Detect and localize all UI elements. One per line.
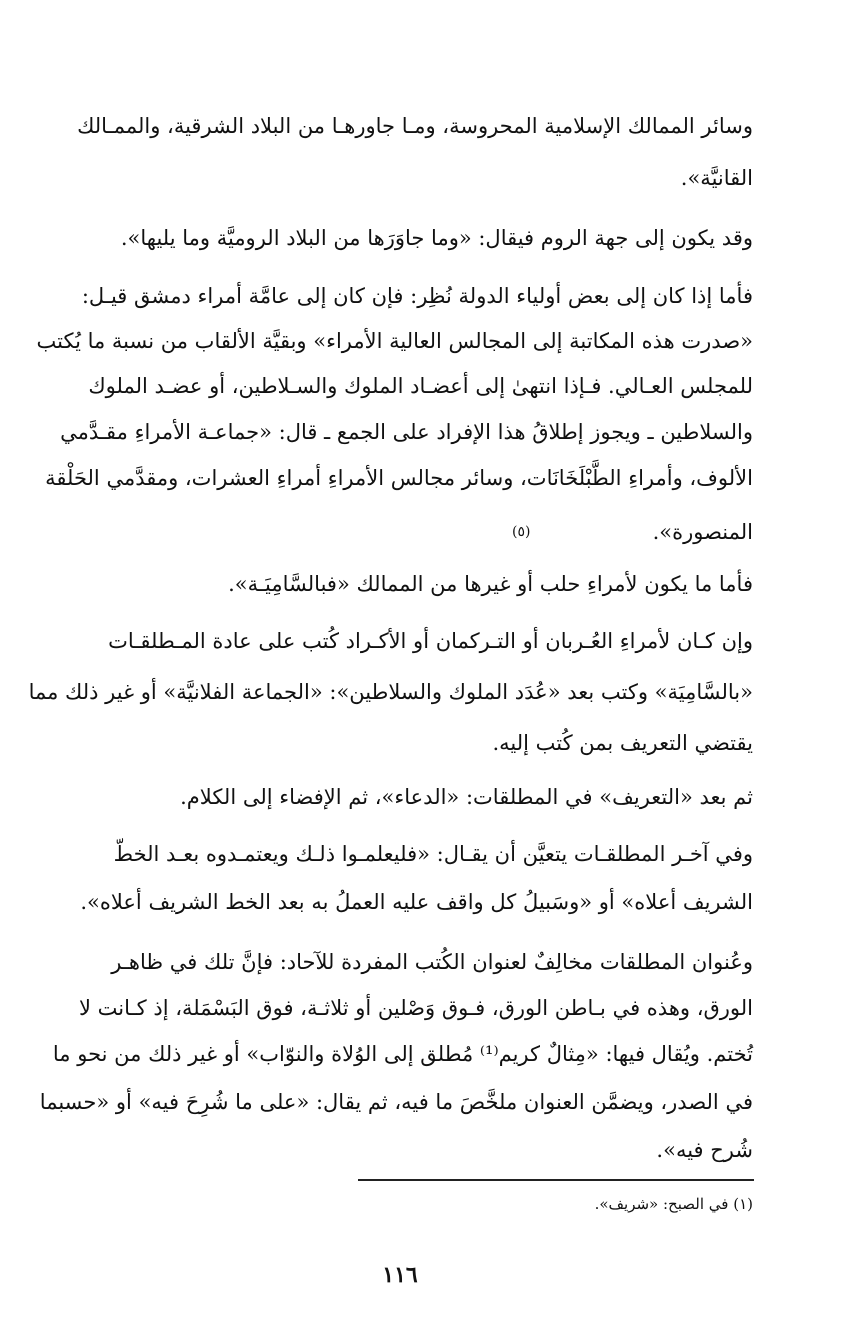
- footnote: (١) في الصبح: «شريف».: [594, 1195, 753, 1213]
- section-marker: (٥): [512, 524, 531, 540]
- text-line: «بالسَّامِيَة» وكتب بعد «عُدَد الملوك والسلاطين»: «الجماعة الفلانيَّة» أو غير ذلك مما: [28, 680, 753, 704]
- text-line: الألوف، وأمراءِ الطَّبْلَخَانَات، وسائر مجالس الأمراءِ أمراءِ العشرات، ومقدَّمي الحَلْقة: [45, 466, 753, 490]
- text-line: يقتضي التعريف بمن كُتب إليه.: [492, 731, 753, 755]
- text-line: وقد يكون إلى جهة الروم فيقال: «وما جاوَرَها من البلاد الروميَّة وما يليها».: [120, 226, 753, 250]
- text-line: وسائر الممالك الإسلامية المحروسة، ومـا جاورهـا من البلاد الشرقية، والممـالك: [77, 114, 753, 138]
- text-line: فأما ما يكون لأمراءِ حلب أو غيرها من الممالك «فبالسَّامِيَـة».: [228, 572, 753, 596]
- text-line: وعُنوان المطلقات مخالِفٌ لعنوان الكُتب المفردة للآحاد: فإنَّ تلك في ظاهـر: [111, 950, 753, 974]
- text-line: المنصورة».: [652, 520, 753, 544]
- page-number: ١١٦: [382, 1262, 418, 1288]
- text-line: وإن كـان لأمراءِ العُـربان أو التـركمان أو الأكـراد كُتب على عادة المـطلقـات: [108, 629, 753, 653]
- text-line: الشريف أعلاه» أو «وسَبيلُ كل واقف عليه العملُ به بعد الخط الشريف أعلاه».: [80, 890, 753, 914]
- text-line: شُرح فيه».: [656, 1138, 753, 1162]
- text-line: والسلاطين ـ ويجوز إطلاقُ هذا الإفراد على الجمع ـ قال: «جماعـة الأمراءِ مقـدَّمي: [60, 420, 753, 444]
- text-line: تُختم. ويُقال فيها: «مِثالٌ كريم⁽¹⁾ مُطلق إلى الوُلاة والنوّاب» أو غير ذلك من نحو ما: [52, 1042, 753, 1066]
- text-line: القانيَّة».: [680, 166, 753, 190]
- text-line: ثم بعد «التعريف» في المطلقات: «الدعاء»، ثم الإفضاء إلى الكلام.: [180, 785, 753, 809]
- text-line: فأما إذا كان إلى بعض أولياء الدولة نُظِر: فإن كان إلى عامَّة أمراء دمشق قيـل:: [81, 284, 753, 308]
- text-line: الورق، وهذه في بـاطن الورق، فـوق وَصْلين أو ثلاثـة، فوق البَسْمَلة، إذ كـانت لا: [79, 996, 753, 1020]
- footnote-divider: [358, 1179, 754, 1181]
- text-line: «صدرت هذه المكاتبة إلى المجالس العالية الأمراء» وبقيَّة الألقاب من نسبة ما يُكتب: [36, 329, 753, 353]
- text-line: في الصدر، ويضمَّن العنوان ملخَّصَ ما فيه، ثم يقال: «على ما شُرِحَ فيه» أو «حسبما: [39, 1090, 753, 1114]
- text-line: وفي آخـر المطلقـات يتعيَّن أن يقـال: «فليعلمـوا ذلـك ويعتمـدوه بعـد الخطّ: [113, 842, 753, 866]
- text-line: للمجلس العـالي. فـإذا انتهىٰ إلى أعضـاد الملوك والسـلاطين، أو عضـد الملوك: [88, 374, 753, 398]
